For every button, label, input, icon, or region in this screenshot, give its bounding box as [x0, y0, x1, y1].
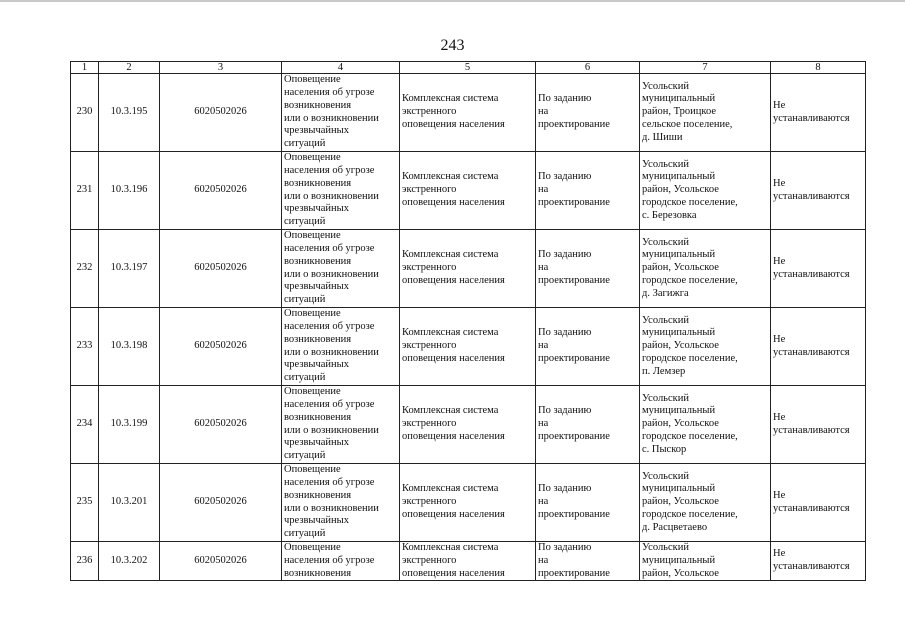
object-purpose-text: Оповещение населения об угрозе возникновения или о возникновении чрезвычайных ситуаций	[284, 152, 379, 228]
object-purpose	[282, 464, 400, 542]
table-row	[71, 386, 866, 464]
object-location-text: Усольский муниципальный район, Усольское городское поселение, с. Пыскор	[642, 392, 738, 455]
object-type	[400, 386, 536, 464]
object-purpose	[282, 152, 400, 230]
zone-status	[771, 308, 866, 386]
object-location	[640, 464, 771, 542]
row-number: 230	[71, 74, 99, 152]
zone-status	[771, 542, 866, 581]
object-type-text: Комплексная система экстренного оповещения населения	[402, 171, 505, 208]
zone-status	[771, 464, 866, 542]
object-location	[640, 152, 771, 230]
zone-status-text: Не устанавливаются	[773, 333, 850, 358]
oktmo-code: 6020502026	[160, 152, 282, 230]
object-type-text: Комплексная система экстренного оповещения населения	[402, 327, 505, 364]
page-number: 243	[440, 37, 465, 54]
object-type	[400, 74, 536, 152]
row-number: 235	[71, 464, 99, 542]
object-code: 10.3.201	[99, 464, 160, 542]
object-location-text: Усольский муниципальный район, Усольское городское поселение, д. Загижга	[642, 236, 738, 299]
object-code: 10.3.197	[99, 230, 160, 308]
row-number: 234	[71, 386, 99, 464]
column-header-6: 6	[536, 62, 640, 74]
object-characteristics-text: По заданию на проектирование	[538, 405, 610, 442]
object-location	[640, 230, 771, 308]
object-purpose-text: Оповещение населения об угрозе возникновения или о возникновении чрезвычайных ситуаций	[284, 308, 379, 384]
column-header-4: 4	[282, 62, 400, 74]
object-type-text: Комплексная система экстренного оповещения населения	[402, 405, 505, 442]
object-type	[400, 308, 536, 386]
column-header-5: 5	[400, 62, 536, 74]
table-row	[71, 542, 866, 581]
object-type	[400, 542, 536, 581]
object-type-text: Комплексная система экстренного оповещения населения	[402, 483, 505, 520]
object-purpose-text: Оповещение населения об угрозе возникновения	[284, 542, 375, 579]
object-code: 10.3.199	[99, 386, 160, 464]
object-characteristics-text: По заданию на проектирование	[538, 171, 610, 208]
object-purpose-text: Оповещение населения об угрозе возникновения или о возникновении чрезвычайных ситуаций	[284, 386, 379, 462]
object-characteristics	[536, 386, 640, 464]
zone-status	[771, 152, 866, 230]
table-row	[71, 74, 866, 152]
object-characteristics-text: По заданию на проектирование	[538, 542, 610, 579]
object-type-text: Комплексная система экстренного оповещения населения	[402, 93, 505, 130]
oktmo-code: 6020502026	[160, 308, 282, 386]
oktmo-code: 6020502026	[160, 74, 282, 152]
object-code: 10.3.195	[99, 74, 160, 152]
object-type	[400, 464, 536, 542]
object-characteristics	[536, 542, 640, 581]
oktmo-code: 6020502026	[160, 386, 282, 464]
zone-status-text: Не устанавливаются	[773, 548, 850, 573]
object-location	[640, 542, 771, 581]
object-characteristics-text: По заданию на проектирование	[538, 327, 610, 364]
object-purpose-text: Оповещение населения об угрозе возникновения или о возникновении чрезвычайных ситуаций	[284, 464, 379, 540]
object-purpose-text: Оповещение населения об угрозе возникновения или о возникновении чрезвычайных ситуаций	[284, 74, 379, 150]
column-header-1: 1	[71, 62, 99, 74]
table-header	[71, 62, 866, 74]
object-location	[640, 74, 771, 152]
object-type-text: Комплексная система экстренного оповещения населения	[402, 542, 505, 579]
oktmo-code: 6020502026	[160, 542, 282, 581]
object-location-text: Усольский муниципальный район, Усольское городское поселение, с. Березовка	[642, 158, 738, 221]
object-location	[640, 386, 771, 464]
object-characteristics	[536, 464, 640, 542]
object-characteristics	[536, 308, 640, 386]
table-row	[71, 308, 866, 386]
object-location-text: Усольский муниципальный район, Усольское	[642, 542, 719, 579]
zone-status	[771, 74, 866, 152]
column-header-7: 7	[640, 62, 771, 74]
object-purpose-text: Оповещение населения об угрозе возникновения или о возникновении чрезвычайных ситуаций	[284, 230, 379, 306]
object-purpose	[282, 74, 400, 152]
object-type-text: Комплексная система экстренного оповещения населения	[402, 249, 505, 286]
zone-status-text: Не устанавливаются	[773, 177, 850, 202]
row-number: 231	[71, 152, 99, 230]
table-row	[71, 230, 866, 308]
column-header-3: 3	[160, 62, 282, 74]
object-characteristics	[536, 152, 640, 230]
oktmo-code: 6020502026	[160, 464, 282, 542]
object-characteristics	[536, 74, 640, 152]
table-body	[71, 74, 866, 581]
object-location-text: Усольский муниципальный район, Усольское городское поселение, п. Лемзер	[642, 314, 738, 377]
table-row	[71, 152, 866, 230]
object-location-text: Усольский муниципальный район, Усольское городское поселение, д. Расцветаево	[642, 470, 738, 533]
oktmo-code: 6020502026	[160, 230, 282, 308]
object-characteristics-text: По заданию на проектирование	[538, 483, 610, 520]
zone-status-text: Не устанавливаются	[773, 489, 850, 514]
zone-status-text: Не устанавливаются	[773, 99, 850, 124]
object-code: 10.3.196	[99, 152, 160, 230]
row-number: 232	[71, 230, 99, 308]
object-location-text: Усольский муниципальный район, Троицкое сельское поселение, д. Шиши	[642, 80, 733, 143]
object-purpose	[282, 308, 400, 386]
object-purpose	[282, 230, 400, 308]
table-row	[71, 464, 866, 542]
object-code: 10.3.198	[99, 308, 160, 386]
header-row	[71, 62, 866, 74]
top-page-border	[0, 0, 905, 2]
row-number: 236	[71, 542, 99, 581]
object-characteristics-text: По заданию на проектирование	[538, 249, 610, 286]
zone-status-text: Не устанавливаются	[773, 411, 850, 436]
object-location	[640, 308, 771, 386]
object-type	[400, 152, 536, 230]
zone-status	[771, 230, 866, 308]
zone-status-text: Не устанавливаются	[773, 255, 850, 280]
column-header-2: 2	[99, 62, 160, 74]
object-purpose	[282, 542, 400, 581]
register-table	[70, 61, 866, 581]
column-header-8: 8	[771, 62, 866, 74]
zone-status	[771, 386, 866, 464]
object-type	[400, 230, 536, 308]
object-characteristics	[536, 230, 640, 308]
object-characteristics-text: По заданию на проектирование	[538, 93, 610, 130]
object-code: 10.3.202	[99, 542, 160, 581]
object-purpose	[282, 386, 400, 464]
row-number: 233	[71, 308, 99, 386]
